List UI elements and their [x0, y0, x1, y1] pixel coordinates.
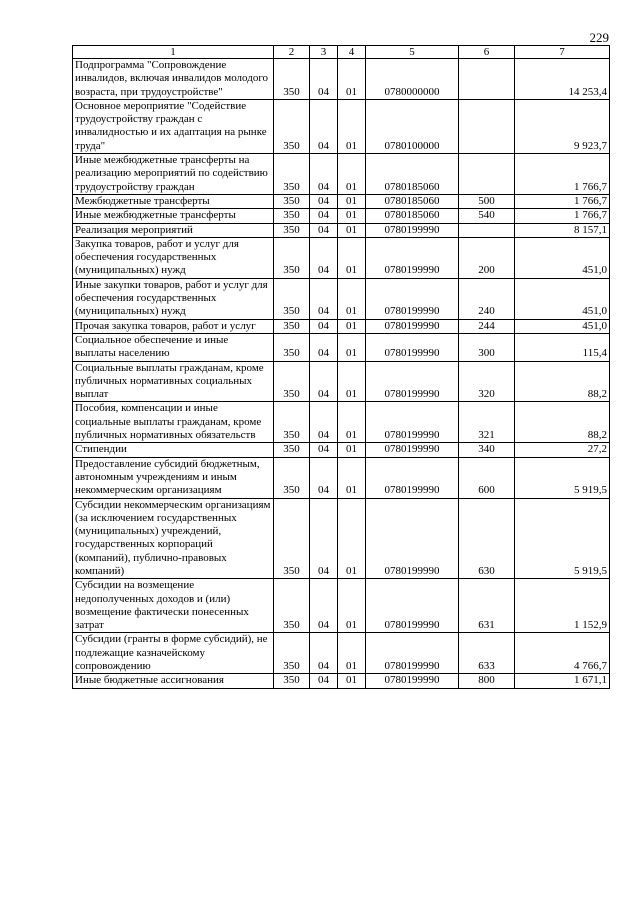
page-number: 229 — [589, 30, 609, 45]
expense-type-cell — [459, 59, 515, 100]
table-row — [73, 579, 610, 633]
table-row — [73, 443, 610, 457]
column-header: 4 — [338, 46, 366, 59]
section-cell: 04 — [310, 443, 338, 457]
subsection-cell: 01 — [338, 361, 366, 402]
target-article-cell: 0780199990 — [366, 361, 459, 402]
section-cell: 04 — [310, 99, 338, 153]
target-article-cell: 0780199990 — [366, 674, 459, 688]
section-cell: 04 — [310, 633, 338, 674]
expense-type-cell: 244 — [459, 319, 515, 333]
amount-cell: 5 919,5 — [515, 457, 610, 498]
target-article-cell: 0780199990 — [366, 278, 459, 319]
amount-cell: 27,2 — [515, 443, 610, 457]
section-cell: 04 — [310, 579, 338, 633]
target-article-cell: 0780199990 — [366, 633, 459, 674]
ministry-code-cell: 350 — [274, 361, 310, 402]
amount-cell: 1 766,7 — [515, 194, 610, 208]
amount-cell: 451,0 — [515, 237, 610, 278]
subsection-cell: 01 — [338, 319, 366, 333]
table-row — [73, 319, 610, 333]
expense-type-cell: 800 — [459, 674, 515, 688]
ministry-code-cell: 350 — [274, 154, 310, 195]
ministry-code-cell: 350 — [274, 333, 310, 361]
column-header: 7 — [515, 46, 610, 59]
section-cell: 04 — [310, 154, 338, 195]
section-cell: 04 — [310, 674, 338, 688]
ministry-code-cell: 350 — [274, 457, 310, 498]
expense-type-cell — [459, 99, 515, 153]
subsection-cell: 01 — [338, 443, 366, 457]
ministry-code-cell: 350 — [274, 674, 310, 688]
target-article-cell: 0780100000 — [366, 99, 459, 153]
subsection-cell: 01 — [338, 154, 366, 195]
subsection-cell: 01 — [338, 633, 366, 674]
amount-cell: 4 766,7 — [515, 633, 610, 674]
target-article-cell: 0780199990 — [366, 223, 459, 237]
row-name-cell: Стипендии — [73, 443, 274, 457]
table-row — [73, 498, 610, 579]
ministry-code-cell: 350 — [274, 99, 310, 153]
row-name-cell: Основное мероприятие "Содействие трудоустройству граждан с инвалидностью и их адаптация на рынке труда" — [73, 99, 274, 153]
ministry-code-cell: 350 — [274, 59, 310, 100]
section-cell: 04 — [310, 209, 338, 223]
table-row — [73, 154, 610, 195]
subsection-cell: 01 — [338, 674, 366, 688]
row-name-cell: Подпрограмма "Сопровождение инвалидов, включая инвалидов молодого возраста, при трудоустройстве" — [73, 59, 274, 100]
row-name-cell: Социальные выплаты гражданам, кроме публичных нормативных социальных выплат — [73, 361, 274, 402]
amount-cell: 451,0 — [515, 319, 610, 333]
target-article-cell: 0780199990 — [366, 319, 459, 333]
expense-type-cell: 200 — [459, 237, 515, 278]
expense-type-cell: 500 — [459, 194, 515, 208]
section-cell: 04 — [310, 223, 338, 237]
expense-type-cell: 540 — [459, 209, 515, 223]
expense-type-cell: 320 — [459, 361, 515, 402]
row-name-cell: Субсидии (гранты в форме субсидий), не подлежащие казначейскому сопровождению — [73, 633, 274, 674]
ministry-code-cell: 350 — [274, 443, 310, 457]
section-cell: 04 — [310, 361, 338, 402]
subsection-cell: 01 — [338, 237, 366, 278]
column-header: 2 — [274, 46, 310, 59]
expense-type-cell: 633 — [459, 633, 515, 674]
subsection-cell: 01 — [338, 209, 366, 223]
ministry-code-cell: 350 — [274, 223, 310, 237]
expense-type-cell: 321 — [459, 402, 515, 443]
amount-cell: 451,0 — [515, 278, 610, 319]
amount-cell: 5 919,5 — [515, 498, 610, 579]
row-name-cell: Иные межбюджетные трансферты на реализацию мероприятий по содействию трудоустройству граждан — [73, 154, 274, 195]
row-name-cell: Субсидии некоммерческим организациям (за исключением государственных (муниципальных) учреждений, государственных корпораций (компаний), публично-правовых компаний) — [73, 498, 274, 579]
budget-table — [72, 45, 610, 689]
amount-cell: 1 671,1 — [515, 674, 610, 688]
table-header-row — [73, 46, 610, 59]
expense-type-cell: 340 — [459, 443, 515, 457]
row-name-cell: Пособия, компенсации и иные социальные выплаты гражданам, кроме публичных нормативных обязательств — [73, 402, 274, 443]
ministry-code-cell: 350 — [274, 498, 310, 579]
table-row — [73, 223, 610, 237]
amount-cell: 1 766,7 — [515, 154, 610, 195]
amount-cell: 14 253,4 — [515, 59, 610, 100]
column-header: 3 — [310, 46, 338, 59]
ministry-code-cell: 350 — [274, 633, 310, 674]
table-row — [73, 457, 610, 498]
target-article-cell: 0780199990 — [366, 333, 459, 361]
expense-type-cell — [459, 223, 515, 237]
row-name-cell: Предоставление субсидий бюджетным, автономным учреждениям и иным некоммерческим организациям — [73, 457, 274, 498]
row-name-cell: Иные бюджетные ассигнования — [73, 674, 274, 688]
table-row — [73, 194, 610, 208]
amount-cell: 8 157,1 — [515, 223, 610, 237]
subsection-cell: 01 — [338, 498, 366, 579]
target-article-cell: 0780185060 — [366, 209, 459, 223]
section-cell: 04 — [310, 278, 338, 319]
subsection-cell: 01 — [338, 579, 366, 633]
column-header: 1 — [73, 46, 274, 59]
target-article-cell: 0780185060 — [366, 194, 459, 208]
ministry-code-cell: 350 — [274, 402, 310, 443]
row-name-cell: Иные закупки товаров, работ и услуг для обеспечения государственных (муниципальных) нужд — [73, 278, 274, 319]
subsection-cell: 01 — [338, 457, 366, 498]
target-article-cell: 0780199990 — [366, 498, 459, 579]
row-name-cell: Межбюджетные трансферты — [73, 194, 274, 208]
ministry-code-cell: 350 — [274, 237, 310, 278]
amount-cell: 115,4 — [515, 333, 610, 361]
ministry-code-cell: 350 — [274, 579, 310, 633]
section-cell: 04 — [310, 402, 338, 443]
amount-cell: 1 766,7 — [515, 209, 610, 223]
table-row — [73, 59, 610, 100]
table-row — [73, 237, 610, 278]
target-article-cell: 0780185060 — [366, 154, 459, 195]
row-name-cell: Реализация мероприятий — [73, 223, 274, 237]
row-name-cell: Социальное обеспечение и иные выплаты населению — [73, 333, 274, 361]
table-row — [73, 361, 610, 402]
target-article-cell: 0780199990 — [366, 579, 459, 633]
expense-type-cell: 630 — [459, 498, 515, 579]
section-cell: 04 — [310, 333, 338, 361]
subsection-cell: 01 — [338, 278, 366, 319]
table-row — [73, 278, 610, 319]
table-row — [73, 333, 610, 361]
table-row — [73, 402, 610, 443]
target-article-cell: 0780199990 — [366, 443, 459, 457]
expense-type-cell: 240 — [459, 278, 515, 319]
section-cell: 04 — [310, 457, 338, 498]
section-cell: 04 — [310, 498, 338, 579]
section-cell: 04 — [310, 59, 338, 100]
subsection-cell: 01 — [338, 99, 366, 153]
row-name-cell: Субсидии на возмещение недополученных доходов и (или) возмещение фактически понесенных затрат — [73, 579, 274, 633]
subsection-cell: 01 — [338, 59, 366, 100]
expense-type-cell: 631 — [459, 579, 515, 633]
ministry-code-cell: 350 — [274, 278, 310, 319]
amount-cell: 9 923,7 — [515, 99, 610, 153]
table-row — [73, 674, 610, 688]
subsection-cell: 01 — [338, 194, 366, 208]
target-article-cell: 0780199990 — [366, 457, 459, 498]
target-article-cell: 0780000000 — [366, 59, 459, 100]
expense-type-cell: 300 — [459, 333, 515, 361]
subsection-cell: 01 — [338, 402, 366, 443]
section-cell: 04 — [310, 237, 338, 278]
table-row — [73, 209, 610, 223]
expense-type-cell — [459, 154, 515, 195]
ministry-code-cell: 350 — [274, 194, 310, 208]
ministry-code-cell: 350 — [274, 209, 310, 223]
amount-cell: 1 152,9 — [515, 579, 610, 633]
subsection-cell: 01 — [338, 333, 366, 361]
subsection-cell: 01 — [338, 223, 366, 237]
row-name-cell: Иные межбюджетные трансферты — [73, 209, 274, 223]
target-article-cell: 0780199990 — [366, 237, 459, 278]
amount-cell: 88,2 — [515, 402, 610, 443]
amount-cell: 88,2 — [515, 361, 610, 402]
row-name-cell: Прочая закупка товаров, работ и услуг — [73, 319, 274, 333]
row-name-cell: Закупка товаров, работ и услуг для обеспечения государственных (муниципальных) нужд — [73, 237, 274, 278]
section-cell: 04 — [310, 194, 338, 208]
table-row — [73, 633, 610, 674]
column-header: 5 — [366, 46, 459, 59]
expense-type-cell: 600 — [459, 457, 515, 498]
target-article-cell: 0780199990 — [366, 402, 459, 443]
ministry-code-cell: 350 — [274, 319, 310, 333]
column-header: 6 — [459, 46, 515, 59]
section-cell: 04 — [310, 319, 338, 333]
table-row — [73, 99, 610, 153]
